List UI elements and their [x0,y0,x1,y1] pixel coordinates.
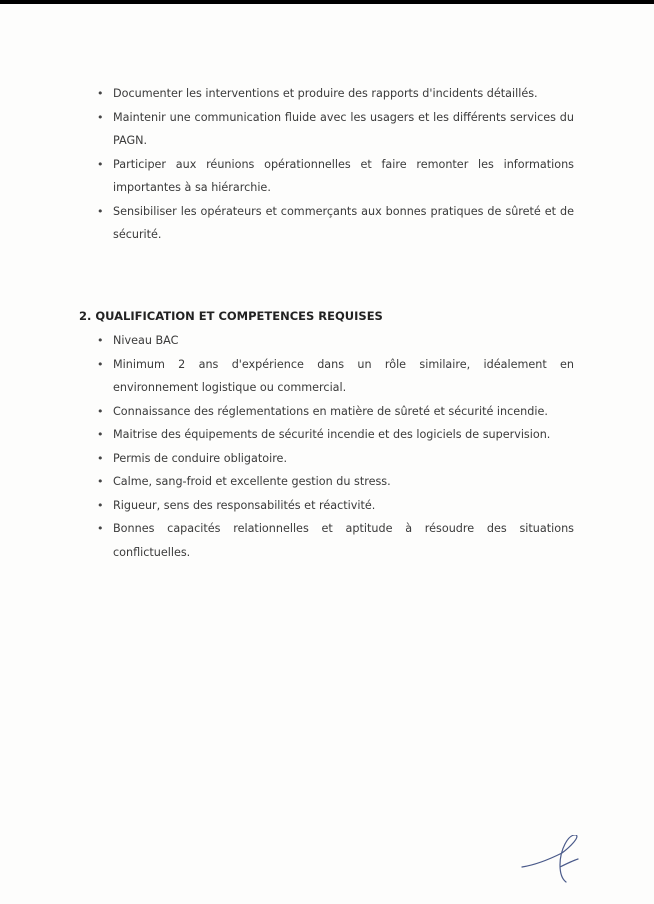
list-item: • Calme, sang-froid et excellente gestion du stress. [0,470,574,494]
qualifications-list [0,329,574,564]
list-item: • Maitrise des équipements de sécurité incendie et des logiciels de supervision. [0,423,574,447]
list-item: • Participer aux réunions opérationnelles et faire remonter les informations importantes à sa hiérarchie. [0,153,574,200]
responsibilities-list [0,82,574,247]
section-heading: 2. QUALIFICATION ET COMPETENCES REQUISES [79,309,383,323]
list-item: • Rigueur, sens des responsabilités et réactivité. [0,494,574,518]
signature [520,835,590,885]
top-bar [0,0,654,4]
list-item: • Documenter les interventions et produire des rapports d'incidents détaillés. [0,82,574,106]
list-item: • Connaissance des réglementations en matière de sûreté et sécurité incendie. [0,400,574,424]
list-item: • Permis de conduire obligatoire. [0,447,574,471]
list-item: • Minimum 2 ans d'expérience dans un rôle similaire, idéalement en environnement logistique ou commercial. [0,353,574,400]
list-item: • Sensibiliser les opérateurs et commerçants aux bonnes pratiques de sûreté et de sécurité. [0,200,574,247]
list-item: • Bonnes capacités relationnelles et aptitude à résoudre des situations conflictuelles. [0,517,574,564]
list-item: • Niveau BAC [0,329,574,353]
list-item: • Maintenir une communication fluide avec les usagers et les différents services du PAGN. [0,106,574,153]
